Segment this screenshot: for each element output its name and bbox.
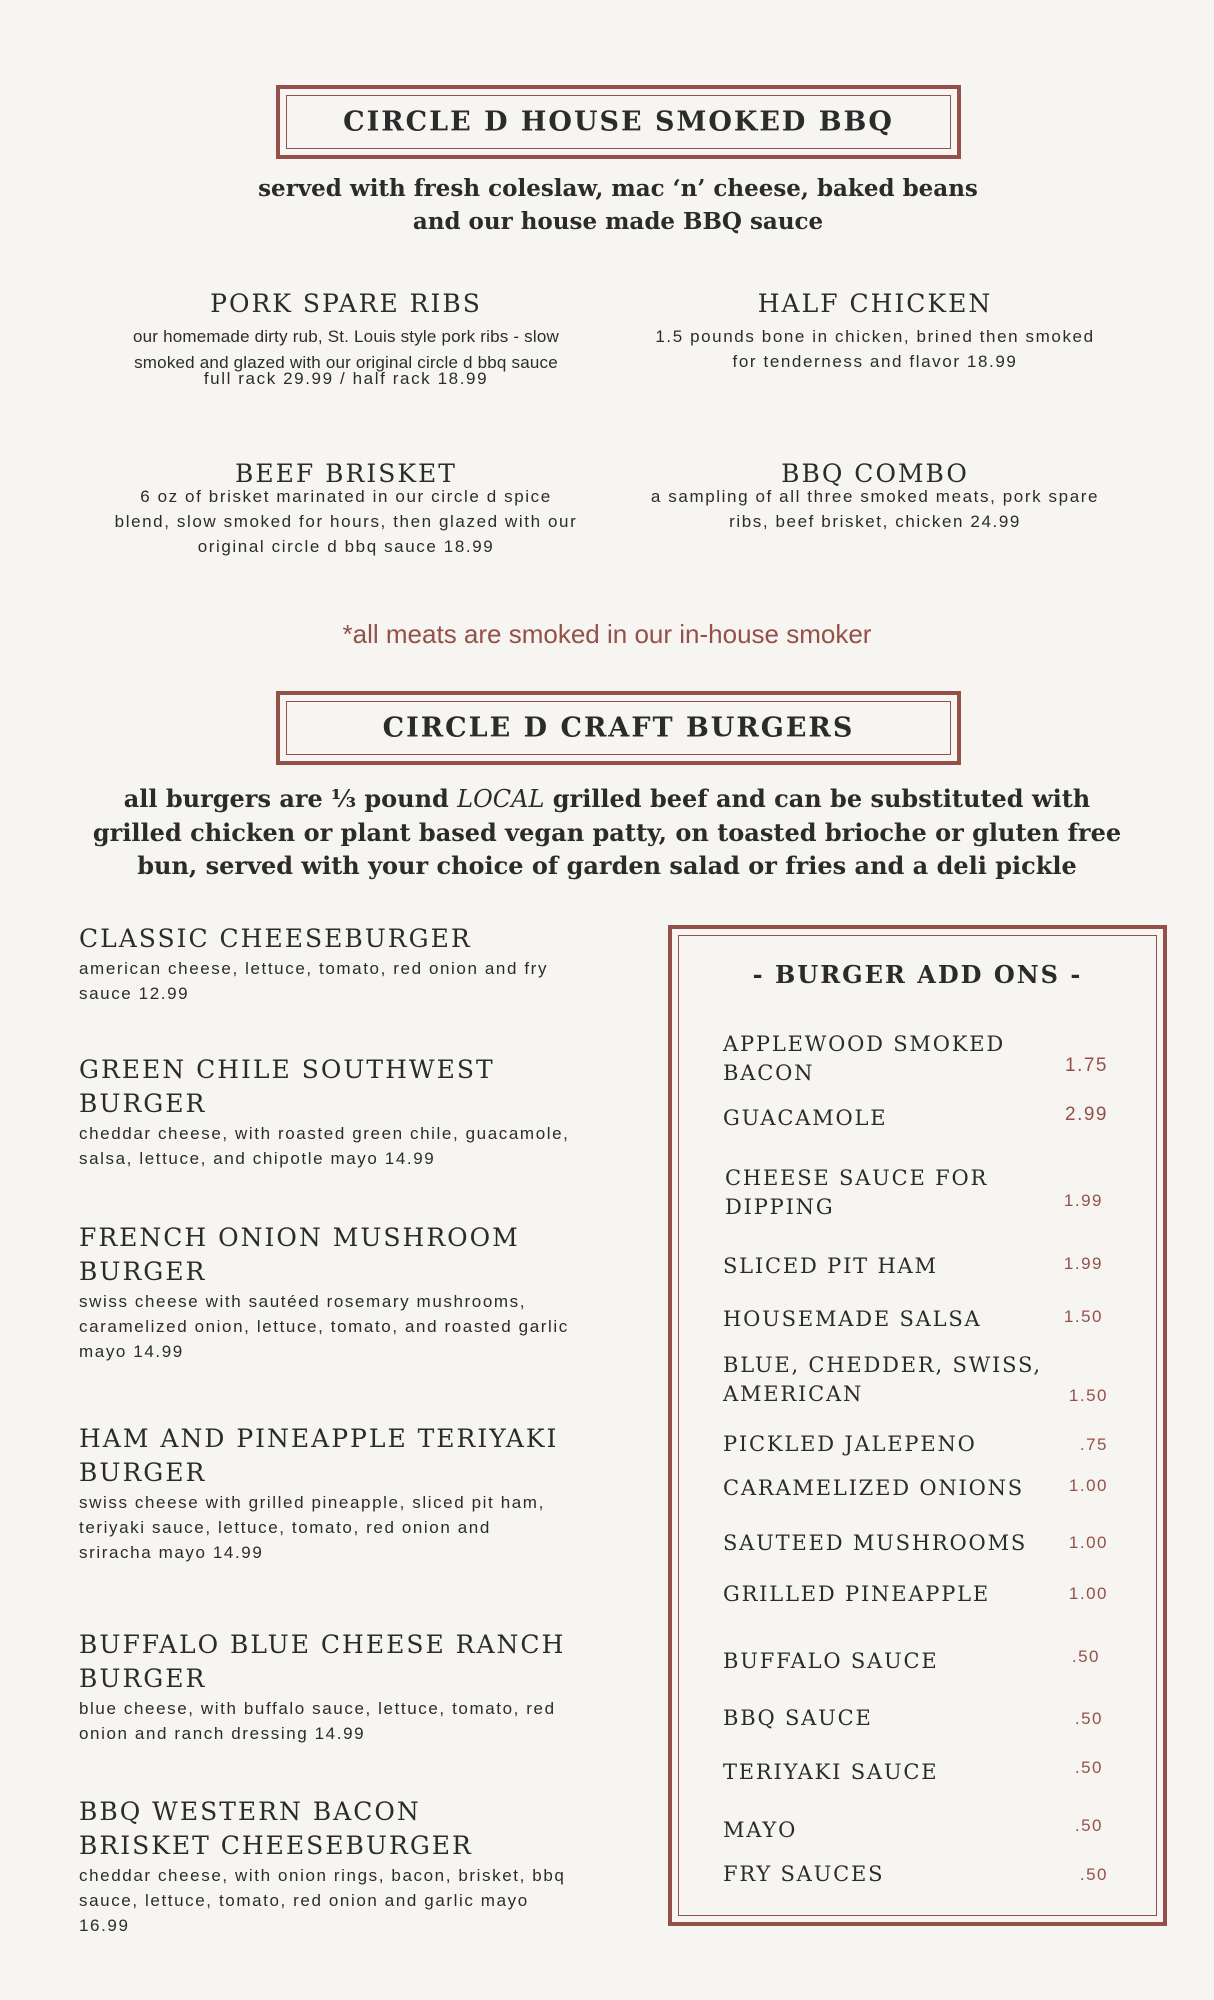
- bbq-item-title: BBQ COMBO: [781, 459, 969, 488]
- addon-price: .75: [1079, 1435, 1108, 1454]
- burger-item-desc: cheddar cheese, with onion rings, bacon, brisket, bbq sauce, lettuce, tomato, red onion and garlic mayo 16.99: [79, 1866, 566, 1935]
- burger-item-desc: blue cheese, with buffalo sauce, lettuce, tomato, red onion and ranch dressing 14.99: [79, 1699, 556, 1743]
- addon-row: [723, 1758, 1108, 1788]
- addon-price: 1.00: [1068, 1476, 1108, 1495]
- addon-price: 1.99: [1063, 1191, 1103, 1210]
- addon-row: [723, 1252, 1108, 1282]
- burger-item-bbq-western: [79, 1795, 589, 1938]
- burgers-section-title: CIRCLE D CRAFT BURGERS: [382, 712, 855, 744]
- addons-title: - BURGER ADD ONS -: [752, 960, 1083, 989]
- burger-item-ham-pineapple: [79, 1422, 609, 1565]
- addon-price: .50: [1079, 1865, 1108, 1884]
- addon-name: GUACAMOLE: [723, 1106, 888, 1130]
- bbq-item-price: full rack 29.99 / half rack 18.99: [203, 369, 489, 388]
- addon-price: .50: [1074, 1758, 1103, 1777]
- bbq-item-desc: our homemade dirty rub, St. Louis style pork ribs - slow smoked and glazed with our original circle d bbq sauce: [133, 327, 559, 372]
- bbq-item-half-chicken: [630, 286, 1120, 374]
- addon-price: 1.50: [1068, 1386, 1108, 1405]
- bbq-item-title: HALF CHICKEN: [757, 289, 993, 318]
- addon-price: 2.99: [1065, 1104, 1108, 1125]
- addon-row: [723, 1430, 1108, 1460]
- burger-item-classic: [79, 922, 589, 1006]
- addon-price: .50: [1071, 1647, 1100, 1666]
- bbq-item-beef-brisket: [106, 456, 586, 559]
- addon-row: [725, 1164, 1108, 1224]
- burger-item-desc: swiss cheese with grilled pineapple, sliced pit ham, teriyaki sauce, lettuce, tomato, red onion and sriracha mayo 14.99: [79, 1493, 545, 1562]
- addon-price: 1.00: [1068, 1584, 1108, 1603]
- burger-item-title: CLASSIC CHEESEBURGER: [79, 924, 472, 953]
- bbq-item-desc: a sampling of all three smoked meats, pork spare ribs, beef brisket, chicken 24.99: [650, 487, 1100, 531]
- addon-price: 1.00: [1068, 1533, 1108, 1552]
- addon-name: MAYO: [723, 1818, 798, 1842]
- addon-row: [723, 1104, 1108, 1134]
- addon-row: [723, 1816, 1108, 1846]
- burger-item-french-onion: [79, 1221, 589, 1364]
- addon-price: 1.50: [1063, 1307, 1103, 1326]
- addon-price: .50: [1074, 1816, 1103, 1835]
- addon-row: [723, 1647, 1108, 1677]
- addon-name: TERIYAKI SAUCE: [723, 1760, 939, 1784]
- addon-name: BBQ SAUCE: [723, 1706, 873, 1730]
- addon-name: PICKLED JALEPENO: [723, 1432, 977, 1456]
- addon-name: BLUE, CHEDDER, SWISS, AMERICAN: [723, 1353, 1042, 1406]
- burger-item-buffalo-blue: [79, 1628, 609, 1746]
- addon-name: HOUSEMADE SALSA: [723, 1307, 982, 1331]
- bbq-smoker-note: *all meats are smoked in our in-house smoker: [342, 619, 872, 649]
- burger-item-desc: american cheese, lettuce, tomato, red onion and fry sauce 12.99: [79, 959, 549, 1003]
- burger-item-desc: swiss cheese with sautéed rosemary mushrooms, caramelized onion, lettuce, tomato, and roasted garlic mayo 14.99: [79, 1292, 569, 1361]
- burger-item-desc: cheddar cheese, with roasted green chile, guacamole, salsa, lettuce, and chipotle mayo 14.99: [79, 1124, 570, 1168]
- burger-item-green-chile: [79, 1053, 619, 1171]
- addon-name: BUFFALO SAUCE: [723, 1649, 939, 1673]
- bbq-title-box: [276, 85, 961, 159]
- addon-row: [723, 1529, 1108, 1559]
- burgers-intro: all burgers are ⅓ pound LOCAL grilled beef and can be substituted with grilled chicken or plant based vegan patty, on toasted brioche or gluten free bun, served with your choice of garden salad or fries and a deli pickle: [92, 784, 1122, 880]
- addon-row: [723, 1704, 1108, 1734]
- addon-name: CARAMELIZED ONIONS: [723, 1476, 1024, 1500]
- addon-row: [723, 1860, 1108, 1890]
- burger-item-title: BBQ WESTERN BACON BRISKET CHEESEBURGER: [79, 1797, 473, 1860]
- bbq-item-bbq-combo: [625, 456, 1125, 534]
- addon-price: .50: [1074, 1709, 1103, 1728]
- burgers-title-box: [276, 691, 961, 765]
- bbq-item-desc: 1.5 pounds bone in chicken, brined then smoked for tenderness and flavor 18.99: [655, 327, 1095, 371]
- bbq-item-title: PORK SPARE RIBS: [210, 289, 482, 318]
- burger-item-title: FRENCH ONION MUSHROOM BURGER: [79, 1223, 520, 1286]
- addon-row: [723, 1580, 1108, 1610]
- bbq-item-pork-ribs: [106, 286, 586, 390]
- bbq-item-title: BEEF BRISKET: [235, 459, 457, 488]
- addon-row: [723, 1030, 1108, 1090]
- burger-item-title: BUFFALO BLUE CHEESE RANCH BURGER: [79, 1630, 566, 1693]
- burger-item-title: GREEN CHILE SOUTHWEST BURGER: [79, 1055, 495, 1118]
- addon-name: GRILLED PINEAPPLE: [723, 1582, 991, 1606]
- burger-item-title: HAM AND PINEAPPLE TERIYAKI BURGER: [79, 1424, 559, 1487]
- bbq-section-title: CIRCLE D HOUSE SMOKED BBQ: [343, 106, 894, 138]
- addon-name: APPLEWOOD SMOKED BACON: [723, 1032, 1005, 1085]
- addon-name: FRY SAUCES: [723, 1862, 885, 1886]
- bbq-item-desc: 6 oz of brisket marinated in our circle d spice blend, slow smoked for hours, then glazed with our original circle d bbq sauce 18.99: [114, 487, 578, 556]
- addon-name: SLICED PIT HAM: [723, 1254, 938, 1278]
- addon-price: 1.75: [1065, 1055, 1108, 1076]
- addon-price: 1.99: [1063, 1254, 1103, 1273]
- addon-row: [723, 1474, 1108, 1504]
- addon-name: CHEESE SAUCE FOR DIPPING: [725, 1166, 989, 1219]
- addon-row: [723, 1305, 1108, 1335]
- addon-row: [723, 1351, 1108, 1411]
- addon-name: SAUTEED MUSHROOMS: [723, 1531, 1028, 1555]
- bbq-subtitle: served with fresh coleslaw, mac ‘n’ cheese, baked beans and our house made BBQ sauce: [258, 175, 978, 235]
